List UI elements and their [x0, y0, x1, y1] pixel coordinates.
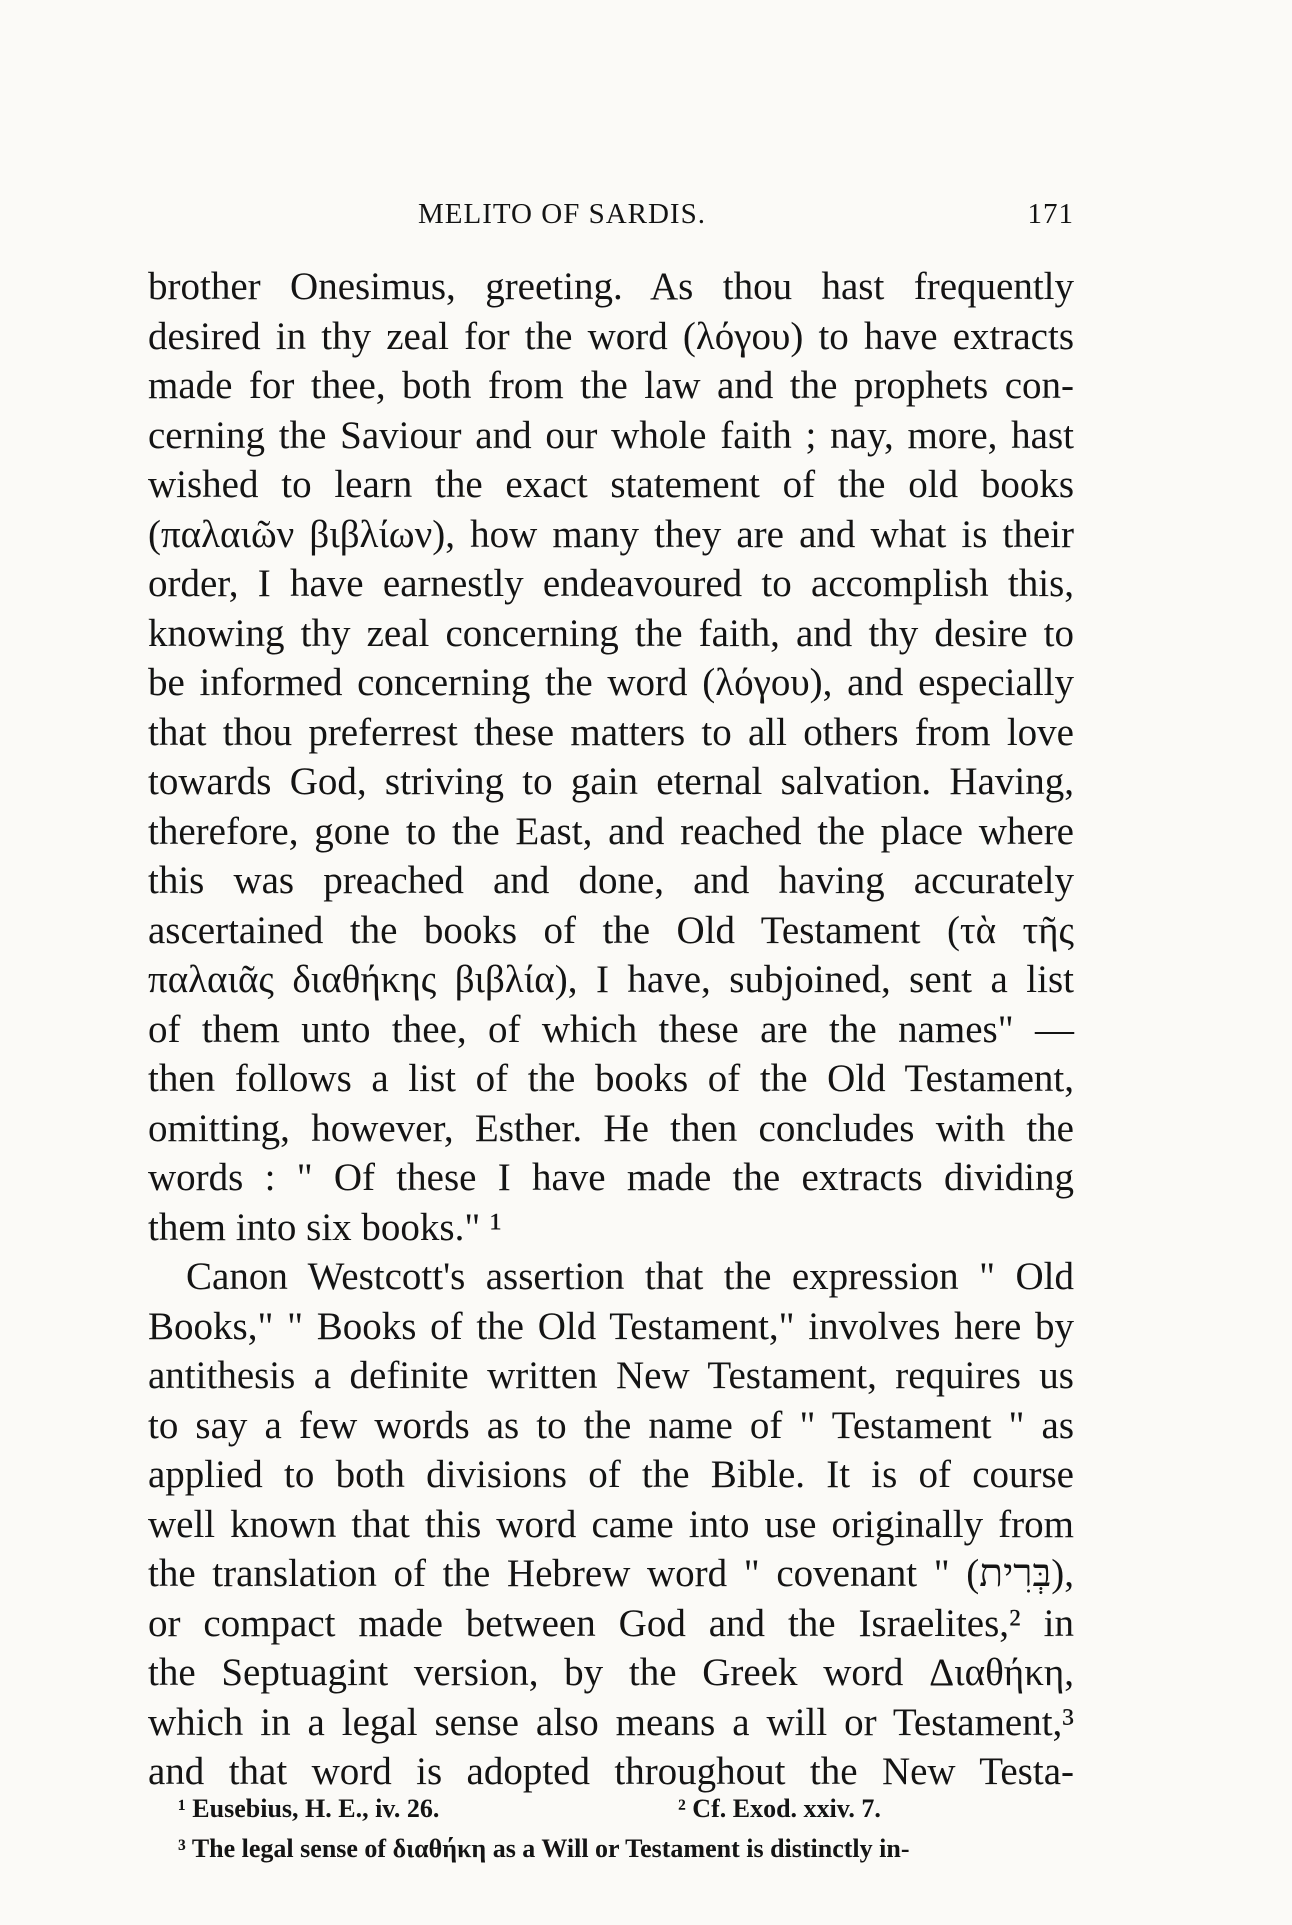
text-line: antithesis a definite written New Testament, requires us	[148, 1354, 1074, 1397]
text-line: then follows a list of the books of the Old Testament,	[148, 1057, 1074, 1100]
text-line: desired in thy zeal for the word (λόγου) to have extracts	[148, 314, 1074, 358]
text-line: that thou preferrest these matters to all others from love	[148, 710, 1074, 754]
text-line: omitting, however, Esther. He then concludes with the	[148, 1106, 1074, 1150]
text-line: made for thee, both from the law and the prophets con-	[148, 364, 1074, 407]
text-line: which in a legal sense also means a will or Testament,³	[148, 1700, 1074, 1744]
text-line: cerning the Saviour and our whole faith ; nay, more, hast	[148, 413, 1074, 457]
text-line: order, I have earnestly endeavoured to accomplish this,	[148, 562, 1074, 605]
text-line: wished to learn the exact statement of the old books	[148, 463, 1074, 506]
running-header	[148, 198, 1074, 228]
text-line: applied to both divisions of the Bible. It is of course	[148, 1453, 1074, 1496]
text-line: παλαιᾶς διαθήκης βιβλία), I have, subjoined, sent a list	[148, 958, 1074, 1001]
footnote-1: ¹ Eusebius, H. E., iv. 26.	[178, 1794, 440, 1823]
text-line: knowing thy zeal concerning the faith, and thy desire to	[148, 611, 1074, 655]
text-line: towards God, striving to gain eternal salvation. Having,	[148, 760, 1074, 803]
text-line: Books," " Books of the Old Testament," involves here by	[148, 1304, 1074, 1348]
footnote-2: ² Cf. Exod. xxiv. 7.	[678, 1794, 881, 1823]
text-line: (παλαιῶν βιβλίων), how many they are and what is their	[148, 512, 1074, 556]
text-line: the translation of the Hebrew word " covenant " (בְּרִית),	[148, 1552, 1074, 1595]
text-line: therefore, gone to the East, and reached the place where	[148, 809, 1074, 853]
footnote-3: ³ The legal sense of διαθήκη as a Will or Testament is distinctly in-	[178, 1834, 910, 1863]
text-line-paragraph-start: Canon Westcott's assertion that the expression " Old	[186, 1255, 1074, 1298]
text-line: the Septuagint version, by the Greek word Διαθήκη,	[148, 1651, 1074, 1694]
text-line: to say a few words as to the name of " Testament " as	[148, 1403, 1074, 1447]
page-number: 171	[1027, 198, 1074, 230]
text-line: ascertained the books of the Old Testament (τὰ τῆς	[148, 908, 1074, 952]
text-line: well known that this word came into use originally from	[148, 1502, 1074, 1546]
running-title: MELITO OF SARDIS.	[418, 198, 706, 230]
text-line: and that word is adopted throughout the New Testa-	[148, 1750, 1074, 1793]
text-line: this was preached and done, and having accurately	[148, 859, 1074, 902]
text-line: be informed concerning the word (λόγου), and especially	[148, 661, 1074, 704]
text-line: or compact made between God and the Israelites,² in	[148, 1601, 1074, 1645]
text-line-paragraph-end: them into six books." ¹	[148, 1205, 502, 1249]
text-line: brother Onesimus, greeting. As thou hast frequently	[148, 265, 1074, 308]
text-line: words : " Of these I have made the extracts dividing	[148, 1156, 1074, 1199]
text-line: of them unto thee, of which these are the names" —	[148, 1007, 1074, 1051]
body-text	[148, 262, 1074, 1797]
